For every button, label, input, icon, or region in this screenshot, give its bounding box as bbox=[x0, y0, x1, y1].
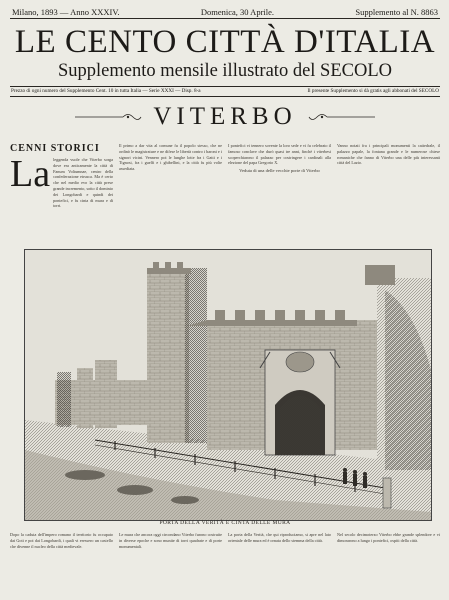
publication-date-place: Milano, 1893 — Anno XXXIV. bbox=[12, 7, 120, 17]
section-heading: CENNI STORICI bbox=[10, 143, 100, 154]
price-notice: Prezzo di ogni numero del Supplemento Cent. 10 in tutta Italia — Serie XXXI — Disp. 8-a bbox=[11, 88, 201, 94]
left-ornament-icon bbox=[73, 112, 143, 122]
newspaper-title: LE CENTO CITTÀ D'ITALIA bbox=[14, 24, 436, 60]
supplement-number: Supplemento al N. 8863 bbox=[355, 7, 438, 17]
dropcap-letter: La bbox=[10, 153, 51, 195]
city-title: VITERBO bbox=[153, 103, 297, 130]
bottom-column-text-1: Dopo la caduta dell'impero romano il territorio fu occupato dai Goti e poi dai Longobardi, i quali vi eressero un castello che divenne il nucleo della città medievale. bbox=[10, 532, 113, 549]
price-notice-bar bbox=[10, 86, 440, 97]
bottom-column-text-3: La porta della Verità, che qui riproduciamo, si apre nel lato orientale delle mura ed è ornata dello stemma della città. bbox=[228, 532, 331, 543]
city-heading-row bbox=[10, 103, 440, 131]
column-caption: Veduta di una delle vecchie porte di Viterbo bbox=[239, 168, 320, 174]
bottom-article-columns bbox=[10, 532, 440, 600]
city-gate-engraving bbox=[25, 250, 431, 520]
article-column-1 bbox=[10, 143, 113, 246]
article-column-3 bbox=[228, 143, 331, 246]
column-text-1: leggenda vuole che Viterbo sorga dove era anticamente la città di Fanum Voltumnae, centro della confederazione etrusca. Ma è certo che nel medio evo la città prese grande incremento, sotto il dominio dei Longobardi e quindi dei pontefici, e fu cinta di mura e di torri. bbox=[53, 157, 113, 209]
bottom-column-text-2: Le mura che ancora oggi circondano Viterbo furono costruite in diverse epoche e sono munite di torri quadrate e di porte monumentali. bbox=[119, 532, 222, 549]
subscriber-notice: Il presente Supplemento si dà gratis agli abbonati del SECOLO bbox=[307, 88, 439, 94]
column-text-3: I pontefici vi tennero sovente la loro sede e vi fu celebrato il famoso conclave che durò quasi tre anni, finchè i viterbesi scoperchiarono il palazzo per costringere i cardinali alla elezione del papa Gregorio X. bbox=[228, 143, 331, 166]
bottom-column-3 bbox=[228, 532, 331, 600]
newspaper-subtitle: Supplemento mensile illustrato del SECOLO bbox=[58, 61, 392, 81]
bottom-column-2 bbox=[119, 532, 222, 600]
masthead-info-line bbox=[10, 6, 440, 19]
article-column-4 bbox=[337, 143, 440, 246]
engraving-illustration bbox=[24, 249, 432, 521]
newspaper-page bbox=[10, 6, 440, 600]
publication-day: Domenica, 30 Aprile. bbox=[200, 7, 275, 17]
bottom-column-1 bbox=[10, 532, 113, 600]
dropcap-paragraph bbox=[10, 153, 113, 210]
right-ornament-icon bbox=[307, 112, 377, 122]
article-columns bbox=[10, 143, 440, 246]
column-text-2: Il primo a dar vita al comune fu il popolo stesso, che ne ordinò le magistrature e ne difese le libertà contro i baroni e i signori vicini. Vennero poi le lunghe lotte fra i Gatti e i Tignosi, fra i guelfi e i ghibellini, e la città fu più volte assediata. bbox=[119, 143, 222, 172]
bottom-column-text-4: Nel secolo decimoterzo Viterbo ebbe grande splendore e vi dimorarono a lungo i pontefici, ospiti della città. bbox=[337, 532, 440, 543]
column-text-4: Vanno notati fra i principali monumenti la cattedrale, il palazzo papale, la fontana grande e le numerose chiese romaniche che fanno di Viterbo una delle più interessanti città del Lazio. bbox=[337, 143, 440, 166]
article-column-2 bbox=[119, 143, 222, 246]
bottom-column-4 bbox=[337, 532, 440, 600]
figure-caption: PORTA DELLA VERITÀ E CINTA DELLE MURA bbox=[159, 520, 291, 526]
